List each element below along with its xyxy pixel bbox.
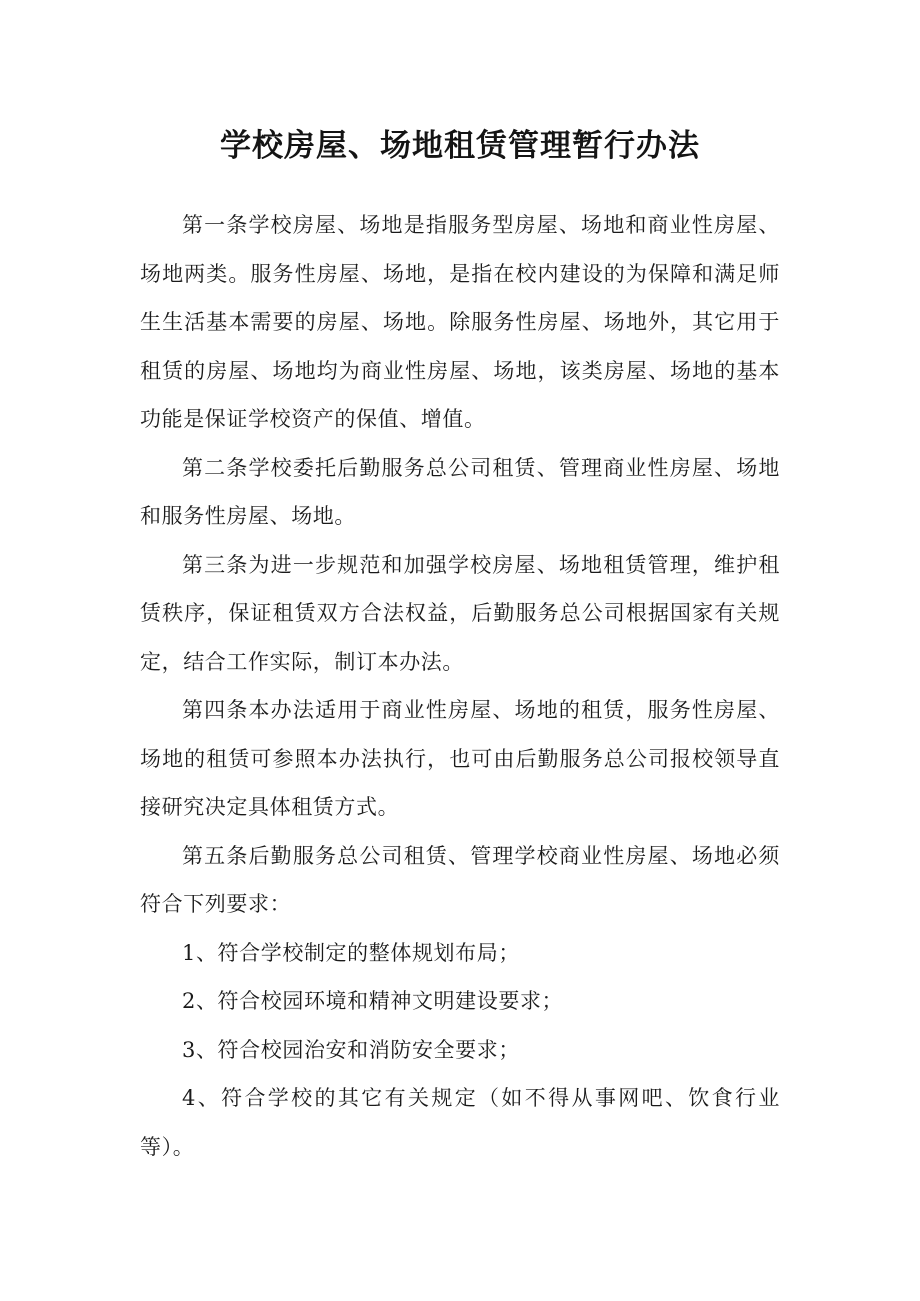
requirement-item-3: 3、符合校园治安和消防安全要求；	[182, 1037, 520, 1062]
article-4: 第四条本办法适用于商业性房屋、场地的租赁，服务性房屋、场地的租赁可参照本办法执行，也可由后勤服务总公司报校领导直接研究决定具体租赁方式。	[140, 698, 780, 819]
article-1: 第一条学校房屋、场地是指服务型房屋、场地和商业性房屋、场地两类。服务性房屋、场地，是指在校内建设的为保障和满足师生生活基本需要的房屋、场地。除服务性房屋、场地外，其它用于租赁的房屋、场地均为商业性房屋、场地，该类房屋、场地的基本功能是保证学校资产的保值、增值。	[140, 213, 780, 431]
document-title: 学校房屋、场地租赁管理暂行办法	[220, 128, 700, 164]
article-5: 第五条后勤服务总公司租赁、管理学校商业性房屋、场地必须符合下列要求：	[140, 843, 780, 916]
requirement-item-1: 1、符合学校制定的整体规划布局；	[182, 940, 520, 965]
requirement-item-4: 4、符合学校的其它有关规定（如不得从事网吧、饮食行业等）。	[140, 1086, 780, 1159]
requirement-item-2: 2、符合校园环境和精神文明建设要求；	[182, 989, 564, 1013]
document-body	[140, 201, 780, 1171]
article-3: 第三条为进一步规范和加强学校房屋、场地租赁管理，维护租赁秩序，保证租赁双方合法权益，后勤服务总公司根据国家有关规定，结合工作实际，制订本办法。	[140, 552, 780, 674]
article-2: 第二条学校委托后勤服务总公司租赁、管理商业性房屋、场地和服务性房屋、场地。	[140, 455, 780, 528]
